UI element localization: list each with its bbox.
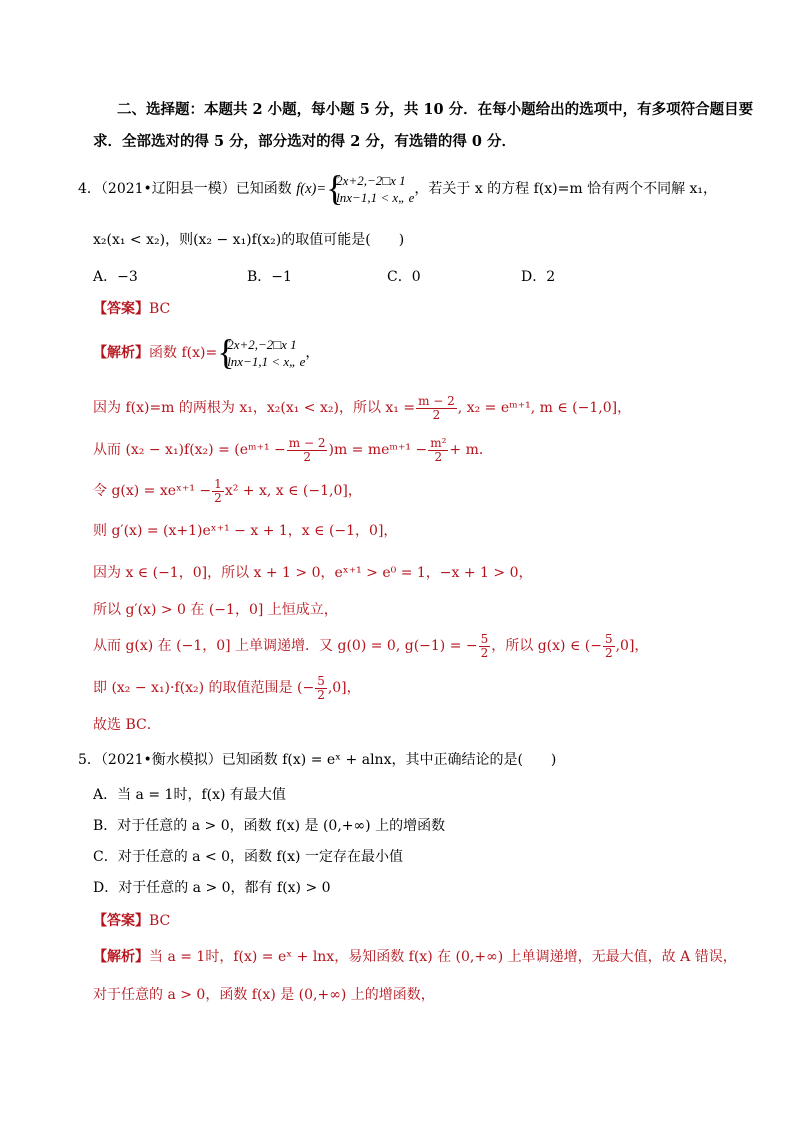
frac-den: 2 xyxy=(317,687,325,702)
q4-step1-frac xyxy=(416,395,457,422)
q4-step8-b: ,0]， xyxy=(327,680,361,696)
q5-analysis1: 当 a = 1时，f(x) = eˣ + lnx，易知函数 f(x) 在 (0,+∞) 上单调递增，无最大值，故 A 错误， xyxy=(149,949,737,965)
q4-answer xyxy=(93,300,170,318)
q5-analysis-line2: 对于任意的 a > 0，函数 f(x) 是 (0,+∞) 上的增函数， xyxy=(93,987,435,1003)
frac-num: m − 2 xyxy=(288,435,326,450)
q4-step2-a: 从而 (x₂ − x₁)f(x₂) = (eᵐ⁺¹ − xyxy=(93,442,286,458)
q4-step2-frac2 xyxy=(428,437,448,464)
q4-stem-line2: x₂(x₁ < x₂)，则(x₂ − x₁)f(x₂)的取值可能是( ) xyxy=(93,232,405,248)
q4-answer-value: BC xyxy=(149,301,171,317)
q4-step7-b: ，所以 g(x) ∈ (− xyxy=(491,638,602,654)
q4-option-d: D．2 xyxy=(521,269,556,285)
q5-option-d: D．对于任意的 a > 0，都有 f(x) > 0 xyxy=(93,880,331,896)
q4-step9: 故选 BC． xyxy=(93,717,161,733)
q4-option-b: B．−1 xyxy=(247,269,292,285)
q5-analysis-line1 xyxy=(93,948,737,966)
q4-analysis-head xyxy=(93,333,319,373)
frac-den: 2 xyxy=(432,407,441,422)
q4-analysis-case2: lnx−1,1 < x„ e xyxy=(227,354,306,369)
q4-piecewise: { 2x+2,−2□x 1 lnx−1,1 < x„ e xyxy=(326,168,415,208)
q4-analysis-comma: ， xyxy=(305,345,320,361)
q4-analysis-piecewise: { 2x+2,−2□x 1 lnx−1,1 < x„ e xyxy=(217,332,306,372)
frac-den: 2 xyxy=(214,490,222,505)
q4-step3-frac xyxy=(212,478,224,505)
q4-option-c: C．0 xyxy=(387,269,421,285)
q4-step7-c: ,0]， xyxy=(615,638,649,654)
q5-answer-value: BC xyxy=(149,913,171,929)
frac-num: 5 xyxy=(604,631,613,646)
q5-stem: 5．（2021•衡水模拟）已知函数 f(x) = eˣ + alnx，其中正确结论的是( ) xyxy=(78,752,557,768)
q4-step6: 所以 g′(x) > 0 在 (−1，0] 上恒成立， xyxy=(93,602,338,618)
q4-step7 xyxy=(93,630,648,662)
q4-step1-a: 因为 f(x)=m 的两根为 x₁，x₂(x₁ < x₂)，所以 x₁ = xyxy=(93,400,416,416)
q5-option-a: A．当 a = 1时，f(x) 有最大值 xyxy=(93,787,286,803)
q4-option-a: A．−3 xyxy=(93,269,138,285)
frac-num: 5 xyxy=(480,631,489,646)
frac-num: m − 2 xyxy=(418,393,455,408)
q5-answer-tag: 【答案】 xyxy=(93,913,149,929)
q4-step7-frac2 xyxy=(603,633,615,660)
q4-step1 xyxy=(93,392,631,424)
frac-den: 2 xyxy=(480,645,489,660)
q4-step2 xyxy=(93,434,493,466)
frac-den: 2 xyxy=(434,449,443,464)
q5-analysis-tag: 【解析】 xyxy=(93,949,149,965)
q4-number: 4． xyxy=(78,181,101,197)
q4-step5: 因为 x ∈ (−1，0]，所以 x + 1 > 0，eˣ⁺¹ > e⁰ = 1，−x + 1 > 0， xyxy=(93,565,533,581)
q4-step2-c: + m． xyxy=(449,442,493,458)
q4-answer-tag: 【答案】 xyxy=(93,301,149,317)
q4-step3-b: x² + x, x ∈ (−1,0]， xyxy=(224,483,362,499)
section-header-line1: 二、选择题：本题共 2 小题，每小题 5 分，共 10 分．在每小题给出的选项中，有多项符合题目要 xyxy=(117,101,754,118)
q4-step7-frac1 xyxy=(479,633,491,660)
q4-func-lhs: f(x)= xyxy=(296,181,327,197)
q4-step3 xyxy=(93,475,362,507)
section-header-line2: 求．全部选对的得 5 分，部分选对的得 2 分，有选错的得 0 分． xyxy=(93,133,517,150)
q4-analysis-text: 函数 f(x)= xyxy=(149,345,218,361)
q5-option-b: B．对于任意的 a > 0，函数 f(x) 是 (0,+∞) 上的增函数 xyxy=(93,818,446,834)
q4-source: （2021•辽阳县一模）已知函数 xyxy=(100,181,292,197)
frac-den: 2 xyxy=(303,449,311,464)
q4-analysis-tag: 【解析】 xyxy=(93,345,149,361)
q4-step2-b: )m = meᵐ⁺¹ − xyxy=(328,442,428,458)
q4-step2-frac1 xyxy=(287,437,328,464)
q4-step8 xyxy=(93,672,361,704)
q4-step3-a: 令 g(x) = xeˣ⁺¹ − xyxy=(93,483,212,499)
q4-analysis-case1: 2x+2,−2□x 1 xyxy=(227,337,297,352)
q4-case2: lnx−1,1 < x„ e xyxy=(336,190,415,205)
q4-step8-frac xyxy=(315,675,327,702)
q4-case1: 2x+2,−2□x 1 xyxy=(336,173,406,188)
q4-step7-a: 从而 g(x) 在 (−1，0] 上单调递增．又 g(0) = 0, g(−1) = − xyxy=(93,638,478,654)
q4-stem-after: ，若关于 x 的方程 f(x)=m 恰有两个不同解 x₁， xyxy=(414,181,718,197)
frac-num: m² xyxy=(430,435,447,450)
frac-num: 1 xyxy=(214,476,222,491)
q5-answer xyxy=(93,912,170,930)
q5-option-c: C．对于任意的 a < 0，函数 f(x) 一定存在最小值 xyxy=(93,849,403,865)
q4-step4: 则 g′(x) = (x+1)eˣ⁺¹ − x + 1，x ∈ (−1，0]， xyxy=(93,523,398,539)
q4-step8-a: 即 (x₂ − x₁)·f(x₂) 的取值范围是 (− xyxy=(93,680,315,696)
frac-den: 2 xyxy=(604,645,613,660)
q4-stem xyxy=(78,169,717,209)
q4-step1-b: , x₂ = eᵐ⁺¹, m ∈ (−1,0]， xyxy=(457,400,632,416)
frac-num: 5 xyxy=(317,673,325,688)
